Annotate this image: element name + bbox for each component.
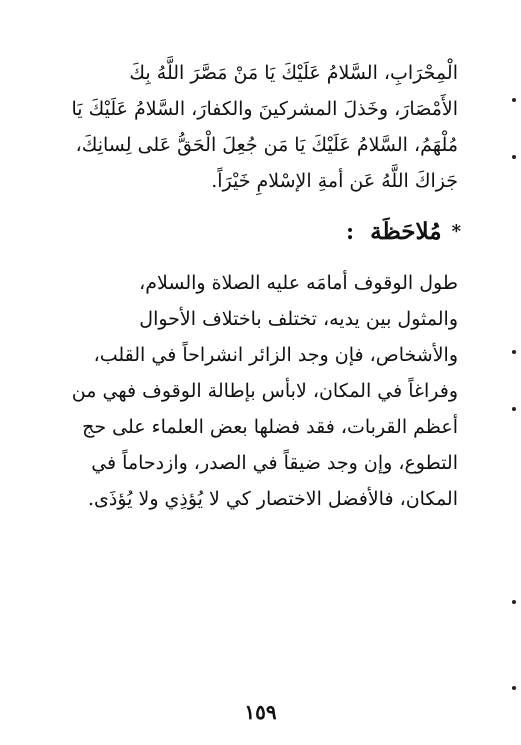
text-line: طول الوقوف أمامَه عليه الصلاة والسلام، xyxy=(139,272,458,294)
star-bullet-icon: * xyxy=(451,220,461,242)
text-line: وفراغاً في المكان، لابأس بإطالة الوقوف فهي من xyxy=(71,380,458,402)
note-heading-title: مُلاحَظَة xyxy=(370,218,442,245)
closing-salutation-paragraph xyxy=(58,55,458,199)
note-paragraph xyxy=(58,265,458,517)
scan-speck xyxy=(512,600,516,604)
note-heading xyxy=(346,218,461,245)
text-line: والمثول بين يديه، تختلف باختلاف الأحوال xyxy=(139,308,458,330)
scan-speck xyxy=(512,98,516,102)
text-line: مُلْهَمُ، السَّلامُ عَلَيْكَ يَا مَن جُعِلَ الْحَقُّ عَلى لِسانِكَ، xyxy=(75,134,458,156)
text-line: أعظم القربات، فقد فضلها بعض العلماء على حج xyxy=(82,416,458,438)
scan-speck xyxy=(512,407,516,411)
text-line: الْمِحْرَابِ، السَّلامُ عَلَيْكَ يَا مَنْ مَصَّرَ اللَّهُ بِكَ xyxy=(129,62,458,84)
page-number: ١٥٩ xyxy=(244,700,277,724)
text-line: الأَمْصَارَ، وخَذلَ المشركينَ والكفارَ، السَّلامُ عَلَيْكَ يَا xyxy=(71,98,458,120)
text-line: جَزاكَ اللَّهُ عَن أمةِ الإسْلامِ خَيْرَاً. xyxy=(211,170,458,192)
text-line: المكان، فالأفضل الاختصار كي لا يُؤذِي ولا يُؤذَى. xyxy=(87,488,458,510)
text-line: التطوع، وإن وجد ضيقاً في الصدر، وازدحاماً في xyxy=(91,452,458,474)
text-line: والأشخاص، فإن وجد الزائر انشراحاً في القلب، xyxy=(93,344,458,366)
scan-speck xyxy=(512,686,516,690)
scan-speck xyxy=(512,155,516,159)
note-heading-colon: : xyxy=(345,218,355,245)
scan-speck xyxy=(512,350,516,354)
